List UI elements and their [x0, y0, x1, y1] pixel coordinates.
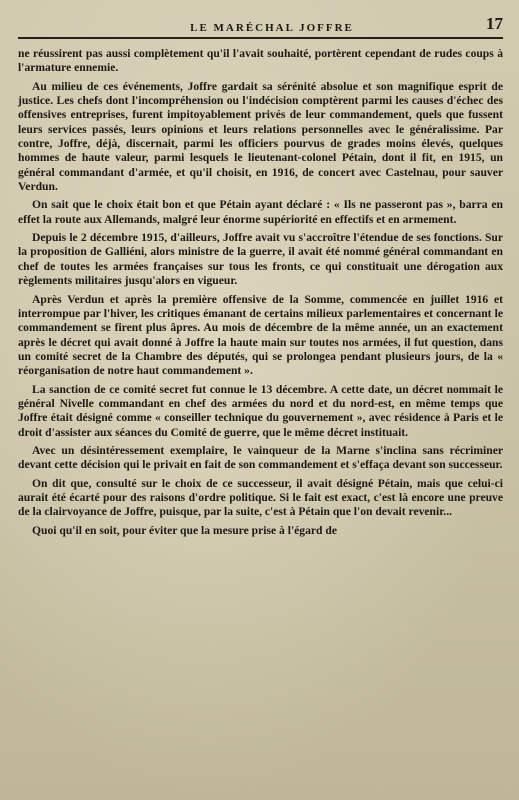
paragraph: On sait que le choix était bon et que Pétain ayant déclaré : « Ils ne passeront pas », barra en effet la route aux Allemands, malgré leur énorme supériorité en effectifs et en armement.	[18, 198, 503, 226]
body-text	[18, 47, 503, 538]
paragraph: Au milieu de ces événements, Joffre gardait sa sérénité absolue et son magnifique esprit de justice. Les chefs dont l'incompréhension ou l'indécision comptèrent parmi les causes d'échec des offensives entreprises, furent impitoyablement privés de leur commandement, quels que fussent leurs services passés, leurs opinions et leurs relations personnelles avec le généralissime. Par contre, Joffre, déjà, discernait, parmi les officiers pourvus de grades moins élevés, quelques hommes de haute valeur, parmi lesquels le lieutenant-colonel Pétain, dont il fit, en 1915, un général commandant d'armée, et qu'il choisit, en 1916, de concert avec Castelnau, pour sauver Verdun.	[18, 79, 503, 194]
page-header	[18, 14, 503, 39]
paragraph: Avec un désintéressement exemplaire, le vainqueur de la Marne s'inclina sans récriminer devant cette décision qui le privait en fait de son commandement et s'effaça devant son successeur.	[18, 443, 503, 472]
paragraph: ne réussirent pas aussi complètement qu'il l'avait souhaité, portèrent cependant de rudes coups à l'armature ennemie.	[18, 47, 503, 75]
paragraph: Après Verdun et après la première offensive de la Somme, commencée en juillet 1916 et interrompue par l'hiver, les critiques émanant de certains milieux parlementaires et concernant le commandement se firent plus âpres. Au mois de décembre de la même année, un an exactement après le décret qui avait donné à Joffre la haute main sur toutes nos armées, il fut question, dans un comité secret de la Chambre des députés, qui se prolongea pendant plusieurs jours, de la « réorganisation de notre haut commandement ».	[18, 292, 503, 378]
paragraph: Quoi qu'il en soit, pour éviter que la mesure prise à l'égard de	[32, 523, 337, 537]
page-number: 17	[486, 14, 503, 33]
paragraph: Depuis le 2 décembre 1915, d'ailleurs, Joffre avait vu s'accroître l'étendue de ses fonctions. Sur la proposition de Galliéni, alors ministre de la guerre, il avait été nommé général commandant en chef de toutes les armées françaises sur tous les fronts, ce qui constituait une dérogation aux règlements militaires jusqu'alors en vigueur.	[18, 231, 503, 288]
running-title: LE MARÉCHAL JOFFRE	[190, 22, 354, 34]
paragraph: On dit que, consulté sur le choix de ce successeur, il avait désigné Pétain, mais que celui-ci aurait été écarté pour des raisons d'ordre politique. Si le fait est exact, c'est là encore une preuve de la clairvoyance de Joffre, puisque, par la suite, c'est à Pétain que l'on devait revenir...	[18, 476, 503, 519]
paragraph: La sanction de ce comité secret fut connue le 13 décembre. A cette date, un décret nommait le général Nivelle commandant en chef des armées du nord et du nord-est, en même temps que Joffre était désigné comme « conseiller technique du gouvernement », avec résidence à Paris et le droit d'assister aux séances du Comité de guerre, que le même décret instituait.	[18, 382, 503, 439]
